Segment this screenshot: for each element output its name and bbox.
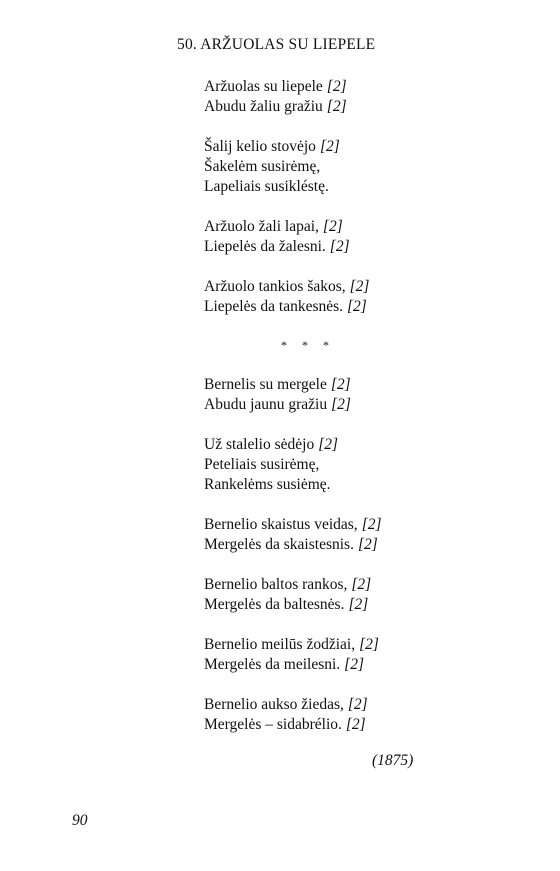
verse-text: Aržuolas su liepele (204, 78, 323, 95)
verse-line (204, 77, 504, 97)
verse-text: Bernelio baltos rankos, (204, 576, 348, 593)
section-separator: * * * (281, 338, 335, 352)
stanza (204, 695, 504, 735)
verse-line (204, 375, 504, 395)
page-number: 90 (72, 812, 88, 829)
repeat-marker: [2] (347, 298, 367, 315)
repeat-marker: [2] (357, 536, 378, 553)
poem-date: (1875) (372, 752, 414, 769)
poem-part-2 (204, 375, 504, 735)
repeat-marker: [2] (331, 396, 351, 413)
repeat-marker: [2] (347, 696, 368, 713)
verse-line (204, 515, 504, 535)
verse-text: Aržuolo žali lapai, (204, 218, 319, 235)
verse-text: Bernelio skaistus veidas, (204, 516, 358, 533)
verse-text: Šalij kelio stovėjo (204, 138, 316, 155)
verse-line (204, 395, 504, 415)
stanza (204, 515, 504, 555)
stanza (204, 435, 504, 495)
verse-text: Aržuolo tankios šakos, (204, 278, 346, 295)
verse-line (204, 595, 504, 615)
verse-line (204, 277, 504, 297)
stanza (204, 217, 504, 257)
repeat-marker: [2] (348, 596, 369, 613)
verse-text: Bernelio aukso žiedas, (204, 696, 344, 713)
stanza (204, 375, 504, 415)
verse-line (204, 695, 504, 715)
verse-text: Mergelės da skaistesnis. (204, 536, 354, 553)
verse-text: Liepelės da tankesnės. (204, 298, 344, 315)
poem-body (204, 77, 504, 755)
verse-text: Abudu jaunu gražiu (204, 396, 328, 413)
repeat-marker: [2] (351, 576, 372, 593)
poem-title: 50. ARŽUOLAS SU LIEPELE (177, 36, 376, 53)
verse-text: Peteliais susirėmę, (204, 456, 320, 473)
repeat-marker: [2] (349, 278, 370, 295)
verse-text: Mergelės – sidabrélio. (204, 716, 342, 733)
stanza (204, 635, 504, 675)
verse-text: Lapeliais susikléstę. (204, 178, 329, 195)
verse-line (204, 157, 504, 177)
verse-line (204, 177, 504, 197)
repeat-marker: [2] (318, 436, 339, 453)
stanza (204, 137, 504, 197)
verse-line (204, 715, 504, 735)
repeat-marker: [2] (329, 238, 350, 255)
verse-text: Mergelės da baltesnės. (204, 596, 345, 613)
poem-part-1 (204, 77, 504, 317)
verse-line (204, 297, 504, 317)
verse-line (204, 435, 504, 455)
repeat-marker: [2] (345, 716, 366, 733)
verse-line (204, 97, 504, 117)
repeat-marker: [2] (330, 376, 351, 393)
verse-line (204, 217, 504, 237)
verse-text: Šakelėm susirėmę, (204, 158, 321, 175)
verse-line (204, 237, 504, 257)
verse-text: Už stalelio sėdėjo (204, 436, 315, 453)
repeat-marker: [2] (326, 98, 347, 115)
stanza (204, 277, 504, 317)
verse-text: Liepelės da žalesni. (204, 238, 326, 255)
verse-line (204, 635, 504, 655)
verse-line (204, 655, 504, 675)
stanza (204, 77, 504, 117)
repeat-marker: [2] (322, 218, 343, 235)
repeat-marker: [2] (359, 636, 379, 653)
verse-line (204, 455, 504, 475)
verse-text: Bernelis su mergele (204, 376, 327, 393)
verse-line (204, 475, 504, 495)
repeat-marker: [2] (319, 138, 340, 155)
repeat-marker: [2] (326, 78, 347, 95)
verse-text: Mergelės da meilesni. (204, 656, 341, 673)
verse-line (204, 535, 504, 555)
verse-text: Abudu žaliu gražiu (204, 98, 323, 115)
verse-line (204, 137, 504, 157)
repeat-marker: [2] (361, 516, 382, 533)
repeat-marker: [2] (344, 656, 364, 673)
verse-text: Bernelio meilūs žodžiai, (204, 636, 356, 653)
verse-line (204, 575, 504, 595)
verse-text: Rankelėms susiėmę. (204, 476, 331, 493)
stanza (204, 575, 504, 615)
